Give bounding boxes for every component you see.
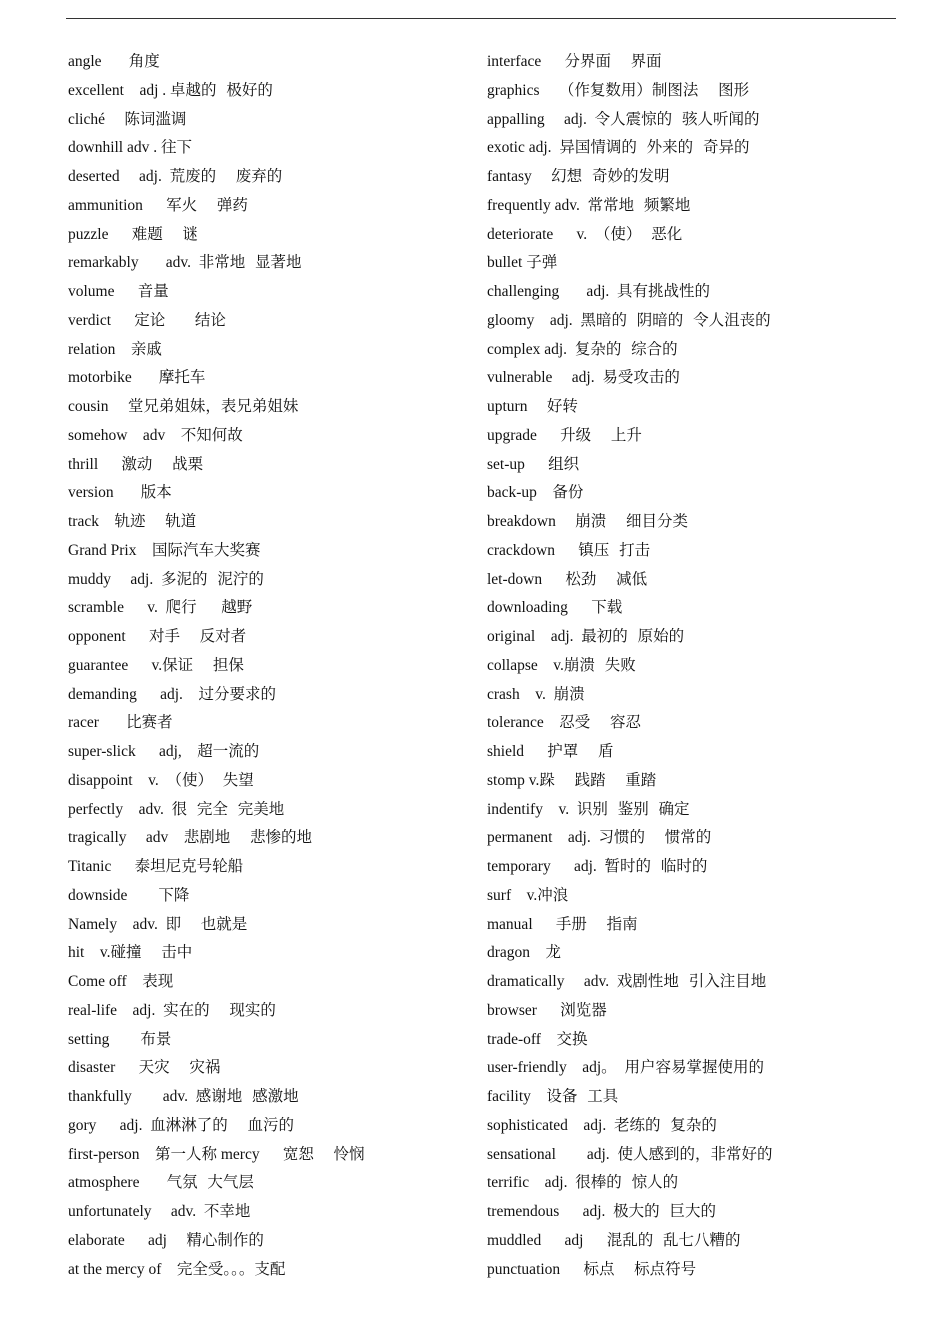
vocab-entry <box>487 1082 927 1111</box>
vocab-meaning: 宽恕 怜悯 <box>282 1144 365 1163</box>
vocab-word: collapse v. <box>487 656 564 674</box>
vocab-meaning: 很 完全 完美地 <box>171 799 285 818</box>
vocab-meaning: 护罩 盾 <box>547 742 614 760</box>
vocab-meaning: 识别 鉴别 确定 <box>576 799 690 818</box>
vocab-meaning: 碰撞 击中 <box>110 943 193 962</box>
vocab-word: disappoint v. <box>68 771 167 789</box>
vocab-entry <box>487 248 927 277</box>
vocab-entry <box>68 1226 468 1255</box>
vocab-meaning: 爬行 越野 <box>165 598 253 617</box>
vocab-word: shield <box>487 743 548 760</box>
vocab-meaning: （作复数用）制图法 图形 <box>558 80 750 99</box>
vocab-word: racer <box>68 714 127 732</box>
vocab-meaning: （使） 失望 <box>166 770 254 789</box>
vocab-meaning: 跺 践踏 重踏 <box>539 770 657 789</box>
vocab-entry <box>68 363 468 392</box>
vocab-entry <box>68 680 468 709</box>
vocab-entry <box>487 910 927 939</box>
vocab-word: challenging adj. <box>487 283 617 300</box>
vocab-entry <box>68 996 468 1025</box>
vocab-entry <box>68 248 468 277</box>
vocab-meaning: 布景 <box>140 1029 172 1048</box>
vocab-entry <box>487 1255 927 1284</box>
vocab-word: surf v. <box>487 886 538 904</box>
vocab-entry <box>68 565 468 594</box>
vocab-meaning: 设备 工具 <box>546 1087 619 1105</box>
vocab-entry <box>487 162 927 191</box>
vocab-meaning: 过分要求的 <box>198 684 276 703</box>
vocab-meaning: 龙 <box>545 943 562 962</box>
vocab-word: facility <box>487 1088 547 1105</box>
vocab-word: dragon <box>487 944 546 962</box>
vocab-entry <box>68 133 468 162</box>
vocab-meaning: 往下 <box>161 138 193 157</box>
vocab-word: downhill adv . <box>68 139 161 157</box>
vocab-entry <box>68 1053 468 1082</box>
vocab-entry <box>68 1197 468 1226</box>
vocab-entry <box>487 1111 927 1140</box>
top-rule <box>66 18 896 19</box>
vocab-word: set-up <box>487 455 549 473</box>
vocab-word: muddy adj. <box>68 570 161 588</box>
vocab-word: let-down <box>487 570 566 588</box>
vocab-word: sophisticated adj. <box>487 1116 614 1134</box>
vocab-entry <box>68 306 468 335</box>
vocab-entry <box>68 1168 468 1197</box>
vocab-entry <box>68 708 468 737</box>
vocab-word: gloomy adj. <box>487 311 581 329</box>
vocab-word: original adj. <box>487 628 582 645</box>
vocab-word: fantasy <box>487 168 552 185</box>
vocab-meaning: 备份 <box>552 483 584 502</box>
vocab-meaning: 悲剧地 悲惨的地 <box>183 828 312 847</box>
vocab-entry <box>68 737 468 766</box>
vocab-word: complex adj. <box>487 340 575 358</box>
vocab-meaning: 用户容易掌握使用的 <box>624 1058 764 1077</box>
vocab-word: Grand Prix <box>68 541 152 559</box>
vocab-word: puzzle <box>68 225 132 243</box>
vocab-entry <box>68 852 468 881</box>
vocab-word: opponent <box>68 628 149 645</box>
vocab-word: terrific adj. <box>487 1174 576 1192</box>
vocab-entry <box>68 622 468 651</box>
vocab-entry <box>487 766 927 795</box>
vocab-meaning: 即 也就是 <box>165 914 248 933</box>
vocab-entry <box>487 622 927 651</box>
vocab-word: Come off <box>68 973 143 990</box>
vocab-entry <box>68 823 468 852</box>
vocab-word: bullet <box>487 254 527 272</box>
vocab-entry <box>68 191 468 220</box>
vocab-word: deserted adj. <box>68 168 170 185</box>
vocab-word: punctuation <box>487 1260 584 1278</box>
vocab-meaning: 保证 担保 <box>162 655 244 674</box>
vocab-meaning: 习惯的 惯常的 <box>598 828 712 847</box>
vocab-word: trade-off <box>487 1030 557 1048</box>
vocab-meaning: 镇压 打击 <box>578 540 651 559</box>
vocab-entry <box>68 76 468 105</box>
vocab-entry <box>487 191 927 220</box>
vocab-entry <box>487 1197 927 1226</box>
vocab-entry <box>68 1255 468 1284</box>
vocab-word: verdict <box>68 311 135 329</box>
vocab-meaning: 多泥的 泥泞的 <box>161 569 264 588</box>
vocab-meaning: 难题 谜 <box>131 224 198 243</box>
vocab-meaning: 冲浪 <box>537 885 569 904</box>
vocab-entry <box>487 708 927 737</box>
vocab-word: upturn <box>487 398 547 415</box>
vocab-word: user-friendly adj。 <box>487 1059 625 1077</box>
vocab-entry <box>487 133 927 162</box>
vocab-word: crackdown <box>487 541 579 559</box>
vocab-word: appalling adj. <box>487 110 595 128</box>
vocab-word: deteriorate v. <box>487 225 595 243</box>
vocab-word: scramble v. <box>68 599 166 617</box>
vocab-entry <box>487 1226 927 1255</box>
vocab-meaning: 下载 <box>591 598 623 617</box>
vocab-meaning: 混乱的 乱七八糟的 <box>606 1230 741 1249</box>
vocab-entry <box>487 363 927 392</box>
vocab-meaning: 极大的 巨大的 <box>613 1202 716 1220</box>
vocab-word: downside <box>68 886 159 904</box>
vocab-word: exotic adj. <box>487 139 560 157</box>
vocab-word: Namely adv. <box>68 915 166 933</box>
vocab-meaning: 易受攻击的 <box>602 368 680 387</box>
vocab-entry <box>68 881 468 910</box>
vocab-entry <box>487 421 927 450</box>
vocab-entry <box>487 938 927 967</box>
vocab-entry <box>487 967 927 996</box>
vocab-meaning: 最初的 原始的 <box>581 627 685 645</box>
vocab-word: graphics <box>487 81 559 99</box>
vocab-meaning: 表现 <box>142 972 174 990</box>
vocab-entry <box>487 881 927 910</box>
vocab-entry <box>487 105 927 134</box>
vocab-entry <box>487 823 927 852</box>
vocab-meaning: 天灾 灾祸 <box>138 1058 221 1077</box>
vocab-word: Titanic <box>68 858 135 875</box>
vocab-meaning: 轨迹 轨道 <box>114 512 197 530</box>
vocab-word: version <box>68 484 141 502</box>
vocab-meaning: 荒废的 废弃的 <box>169 167 283 185</box>
vocab-entry <box>487 795 927 824</box>
vocab-word: relation <box>68 340 131 358</box>
vocab-word: guarantee v. <box>68 656 163 674</box>
vocab-meaning: 崩溃 失败 <box>563 655 636 674</box>
vocab-word: remarkably adv. <box>68 254 199 272</box>
vocab-word: super-slick adj, <box>68 743 198 760</box>
vocab-word: demanding adj. <box>68 685 199 703</box>
vocab-word: atmosphere <box>68 1174 167 1192</box>
vocab-meaning: （使） 恶化 <box>594 224 683 243</box>
vocab-entry <box>68 277 468 306</box>
vocab-entry <box>68 335 468 364</box>
vocab-meaning: 感谢地 感激地 <box>195 1087 299 1105</box>
vocab-word: downloading <box>487 599 592 617</box>
vocab-word: thrill <box>68 455 122 473</box>
vocab-meaning: 暂时的 临时的 <box>604 857 708 875</box>
vocab-meaning: 音量 <box>137 282 169 300</box>
vocab-entry <box>487 737 927 766</box>
vocab-meaning: 对手 反对者 <box>148 627 247 645</box>
vocab-entry <box>68 220 468 249</box>
vocab-meaning: 卓越的 极好的 <box>170 80 273 99</box>
vocab-word: manual <box>487 915 556 933</box>
vocab-word: track <box>68 513 115 530</box>
vocab-word: disaster <box>68 1059 139 1077</box>
vocab-word: unfortunately adv. <box>68 1203 204 1220</box>
vocab-meaning: 激动 战栗 <box>121 454 204 473</box>
vocabulary-column-right <box>487 47 927 1283</box>
vocab-word: tragically adv <box>68 829 184 847</box>
vocab-word: sensational adj. <box>487 1145 618 1163</box>
vocab-entry <box>487 47 927 76</box>
vocab-meaning: 黑暗的 阴暗的 令人沮丧的 <box>580 310 771 329</box>
vocab-meaning: 令人震惊的 骇人听闻的 <box>594 109 760 128</box>
vocab-meaning: 泰坦尼克号轮船 <box>134 857 244 875</box>
vocab-word: tolerance <box>487 714 560 732</box>
vocab-entry <box>68 47 468 76</box>
vocab-word: excellent adj . <box>68 81 170 99</box>
vocab-entry <box>68 795 468 824</box>
vocab-entry <box>68 766 468 795</box>
vocab-word: tremendous adj. <box>487 1203 614 1220</box>
vocab-entry <box>487 277 927 306</box>
vocab-word: cousin <box>68 398 128 415</box>
vocab-entry <box>487 536 927 565</box>
vocab-entry <box>68 450 468 479</box>
vocab-entry <box>68 593 468 622</box>
vocab-meaning: 很棒的 惊人的 <box>575 1173 679 1192</box>
vocab-meaning: 升级 上升 <box>560 425 642 444</box>
vocab-meaning: 异国情调的 外来的 奇异的 <box>559 138 750 157</box>
vocab-meaning: 崩溃 <box>553 684 585 703</box>
vocab-entry <box>487 76 927 105</box>
vocabulary-column-left <box>68 47 468 1283</box>
vocab-meaning: 国际汽车大奖赛 <box>151 540 261 559</box>
vocab-word: frequently adv. <box>487 196 588 214</box>
vocab-entry <box>487 450 927 479</box>
vocab-word: interface <box>487 53 565 70</box>
vocab-entry <box>68 1140 468 1169</box>
vocab-entry <box>68 478 468 507</box>
vocab-word: breakdown <box>487 513 576 530</box>
vocab-word: cliché <box>68 110 125 128</box>
vocab-entry <box>68 105 468 134</box>
vocab-meaning: 完全受。。。支配 <box>176 1259 286 1278</box>
vocab-meaning: 好转 <box>546 397 578 415</box>
vocab-entry <box>68 1082 468 1111</box>
vocab-entry <box>68 1025 468 1054</box>
vocab-entry <box>68 1111 468 1140</box>
vocab-meaning: 精心制作的 <box>186 1230 264 1249</box>
vocab-entry <box>487 852 927 881</box>
vocab-entry <box>487 335 927 364</box>
vocab-word: dramatically adv. <box>487 973 617 990</box>
vocab-entry <box>487 1168 927 1197</box>
vocab-meaning: 军火 弹药 <box>166 195 248 214</box>
vocab-entry <box>68 392 468 421</box>
vocab-meaning: 分界面 界面 <box>564 52 662 70</box>
vocab-word: somehow adv <box>68 426 181 444</box>
vocab-word: temporary adj. <box>487 858 605 875</box>
vocab-word: back-up <box>487 484 553 502</box>
vocab-meaning: 手册 指南 <box>555 914 638 933</box>
vocab-meaning: 浏览器 <box>560 1000 607 1019</box>
vocab-meaning: 亲戚 <box>130 339 162 358</box>
vocab-meaning: 组织 <box>548 454 580 473</box>
vocab-word: muddled adj <box>487 1231 607 1249</box>
vocab-entry <box>487 1140 927 1169</box>
vocab-entry <box>487 220 927 249</box>
vocab-meaning: 标点 标点符号 <box>583 1259 697 1278</box>
vocab-entry <box>487 680 927 709</box>
vocab-word: first-person <box>68 1145 155 1163</box>
vocab-entry <box>487 996 927 1025</box>
vocab-word: setting <box>68 1030 141 1048</box>
vocab-entry <box>487 507 927 536</box>
vocab-meaning: 血淋淋了的 血污的 <box>150 1115 294 1134</box>
vocab-word: ammunition <box>68 196 167 214</box>
vocab-word: real-life adj. <box>68 1001 164 1019</box>
vocab-entry <box>487 1025 927 1054</box>
vocab-meaning: 松劲 减低 <box>565 569 648 588</box>
vocab-entry <box>68 507 468 536</box>
vocab-word: thankfully adv. <box>68 1088 196 1105</box>
vocab-entry <box>487 306 927 335</box>
vocab-entry <box>68 967 468 996</box>
vocab-word: indentify v. <box>487 800 577 818</box>
vocab-meaning: 第一人称 <box>154 1144 217 1163</box>
vocab-entry <box>487 593 927 622</box>
vocab-entry <box>487 1053 927 1082</box>
vocab-meaning: 定论 结论 <box>134 310 226 329</box>
vocab-meaning: 复杂的 综合的 <box>574 339 678 358</box>
vocab-meaning: 下降 <box>158 885 190 904</box>
vocab-meaning: 使人感到的，非常好的 <box>617 1144 773 1163</box>
vocab-entry <box>68 536 468 565</box>
vocab-entry <box>487 651 927 680</box>
vocab-meaning: 具有挑战性的 <box>617 282 711 300</box>
vocab-word: permanent adj. <box>487 829 599 847</box>
vocab-meaning: 老练的 复杂的 <box>614 1115 717 1134</box>
vocab-word: browser <box>487 1001 561 1019</box>
vocab-meaning: 幻想 奇妙的发明 <box>551 167 670 185</box>
vocab-meaning: 常常地 频繁地 <box>587 195 691 214</box>
vocab-entry <box>487 392 927 421</box>
vocab-meaning: 实在的 现实的 <box>163 1000 276 1019</box>
vocab-meaning: 角度 <box>128 52 160 70</box>
vocab-meaning: 子弹 <box>526 253 558 272</box>
vocab-word: upgrade <box>487 426 561 444</box>
vocab-meaning: 堂兄弟姐妹，表兄弟姐妹 <box>127 397 299 415</box>
vocab-word: at the mercy of <box>68 1260 177 1278</box>
vocab-meaning: 非常地 显著地 <box>198 253 302 272</box>
vocab-meaning: 版本 <box>140 483 172 502</box>
vocab-word: mercy <box>216 1145 283 1163</box>
vocab-word: vulnerable adj. <box>487 369 603 387</box>
vocab-entry <box>68 651 468 680</box>
vocab-word: elaborate adj <box>68 1231 187 1249</box>
vocab-word: gory adj. <box>68 1116 151 1134</box>
vocab-meaning: 崩溃 细目分类 <box>575 512 688 530</box>
vocab-meaning: 戏剧性地 引入注目地 <box>616 972 767 990</box>
vocab-meaning: 陈词滥调 <box>124 109 187 128</box>
vocab-entry <box>68 910 468 939</box>
vocab-meaning: 摩托车 <box>158 368 206 387</box>
vocab-entry <box>487 478 927 507</box>
vocab-entry <box>68 421 468 450</box>
vocab-entry <box>68 162 468 191</box>
vocab-entry <box>68 938 468 967</box>
vocab-meaning: 交换 <box>556 1029 588 1048</box>
vocab-word: perfectly adv. <box>68 800 172 818</box>
vocab-meaning: 不知何故 <box>180 425 243 444</box>
vocab-word: hit v. <box>68 944 111 962</box>
vocab-meaning: 比赛者 <box>126 713 173 732</box>
vocab-meaning: 超一流的 <box>197 742 260 760</box>
vocab-word: stomp v. <box>487 771 540 789</box>
vocab-word: motorbike <box>68 369 159 387</box>
vocab-word: angle <box>68 53 129 70</box>
vocab-word: crash v. <box>487 685 554 703</box>
vocab-meaning: 忍受 容忍 <box>559 713 642 732</box>
vocab-word: volume <box>68 283 138 300</box>
vocab-meaning: 气氛 大气层 <box>166 1173 254 1192</box>
vocab-entry <box>487 565 927 594</box>
vocab-meaning: 不幸地 <box>203 1202 251 1220</box>
